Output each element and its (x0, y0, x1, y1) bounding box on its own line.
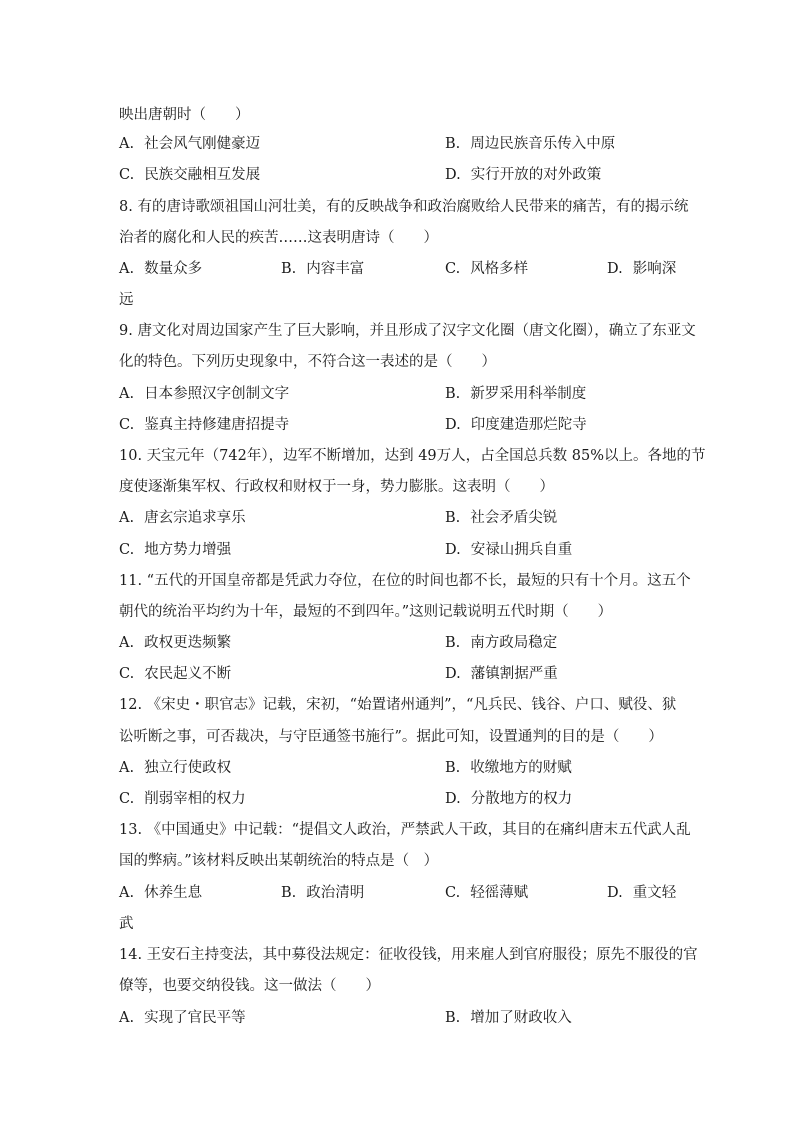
option-13d: D. 重文轻 (607, 885, 677, 901)
option-9d: D. 印度建造那烂陀寺 (445, 417, 587, 433)
option-14b: B. 增加了财政收入 (445, 1010, 572, 1026)
option-9b: B. 新罗采用科举制度 (445, 386, 587, 402)
option-10b: B. 社会矛盾尖锐 (445, 510, 558, 526)
option-7d: D. 实行开放的对外政策 (445, 167, 602, 183)
option-11d: D. 藩镇割据严重 (445, 666, 558, 682)
question-10-stem: 10. 天宝元年（742年），边军不断增加，达到 49万人，占全国总兵数 85%以上。各地的节 (119, 448, 706, 464)
option-9a: A. 日本参照汉字创制文字 (119, 386, 290, 402)
question-12-stem-cont: 讼听断之事，可否裁决，与守臣通签书施行”。据此可知，设置通判的目的是（ ） (119, 729, 663, 745)
option-13a: A. 休养生息 (119, 885, 203, 901)
option-11c: C. 农民起义不断 (119, 666, 232, 682)
option-13b: B. 政治清明 (281, 885, 365, 901)
option-12d: D. 分散地方的权力 (445, 791, 573, 807)
option-12a: A. 独立行使政权 (119, 760, 232, 776)
option-7b: B. 周边民族音乐传入中原 (445, 136, 616, 152)
option-10a: A. 唐玄宗追求享乐 (119, 510, 246, 526)
question-11-stem: 11. “五代的开国皇帝都是凭武力夺位，在位的时间也都不长，最短的只有十个月。这五个 (119, 573, 691, 589)
option-11a: A. 政权更迭频繁 (119, 635, 232, 651)
option-12c: C. 削弱宰相的权力 (119, 791, 246, 807)
option-8d: D. 影响深 (607, 261, 677, 277)
question-7-stem-end: 映出唐朝时（ ） (119, 107, 250, 123)
question-13-stem: 13. 《中国通史》中记载：“提倡文人政治，严禁武人干政，其目的在痛纠唐末五代武人乱 (119, 822, 691, 838)
question-10-stem-cont: 度使逐渐集军权、行政权和财权于一身，势力膨胀。这表明（ ） (119, 479, 554, 495)
option-10d: D. 安禄山拥兵自重 (445, 542, 573, 558)
question-8-stem: 8. 有的唐诗歌颂祖国山河壮美，有的反映战争和政治腐败给人民带来的痛苦，有的揭示统 (119, 199, 689, 215)
option-7a: A. 社会风气刚健豪迈 (119, 136, 261, 152)
option-7c: C. 民族交融相互发展 (119, 167, 261, 183)
question-12-stem: 12. 《宋史・职官志》记载，宋初，“始置诸州通判”，“凡兵民、钱谷、户口、赋役、狱 (119, 697, 677, 713)
option-10c: C. 地方势力增强 (119, 542, 232, 558)
question-13-stem-cont: 国的弊病。”该材料反映出某朝统治的特点是（ ） (119, 853, 439, 869)
question-8-stem-cont: 治者的腐化和人民的疾苦……这表明唐诗（ ） (119, 230, 438, 246)
question-9-stem-cont: 化的特色。下列历史现象中，不符合这一表述的是（ ） (119, 354, 496, 370)
option-9c: C. 鉴真主持修建唐招提寺 (119, 417, 290, 433)
question-11-stem-cont: 朝代的统治平均约为十年，最短的不到四年。”这则记载说明五代时期（ ） (119, 604, 613, 620)
option-8a: A. 数量众多 (119, 261, 203, 277)
option-13c: C. 轻徭薄赋 (445, 885, 529, 901)
option-12b: B. 收缴地方的财赋 (445, 760, 572, 776)
option-11b: B. 南方政局稳定 (445, 635, 558, 651)
question-14-stem-cont: 僚等，也要交纳役钱。这一做法（ ） (119, 978, 380, 994)
option-8b: B. 内容丰富 (281, 261, 365, 277)
option-8d-wrap: 远 (119, 292, 134, 308)
question-9-stem: 9. 唐文化对周边国家产生了巨大影响，并且形成了汉字文化圈（唐文化圈），确立了东亚文 (119, 323, 696, 339)
question-14-stem: 14. 王安石主持变法，其中募役法规定：征收役钱，用来雇人到官府服役；原先不服役的官 (119, 947, 698, 963)
option-8c: C. 风格多样 (445, 261, 529, 277)
option-13d-wrap: 武 (119, 916, 134, 932)
option-14a: A. 实现了官民平等 (119, 1010, 246, 1026)
